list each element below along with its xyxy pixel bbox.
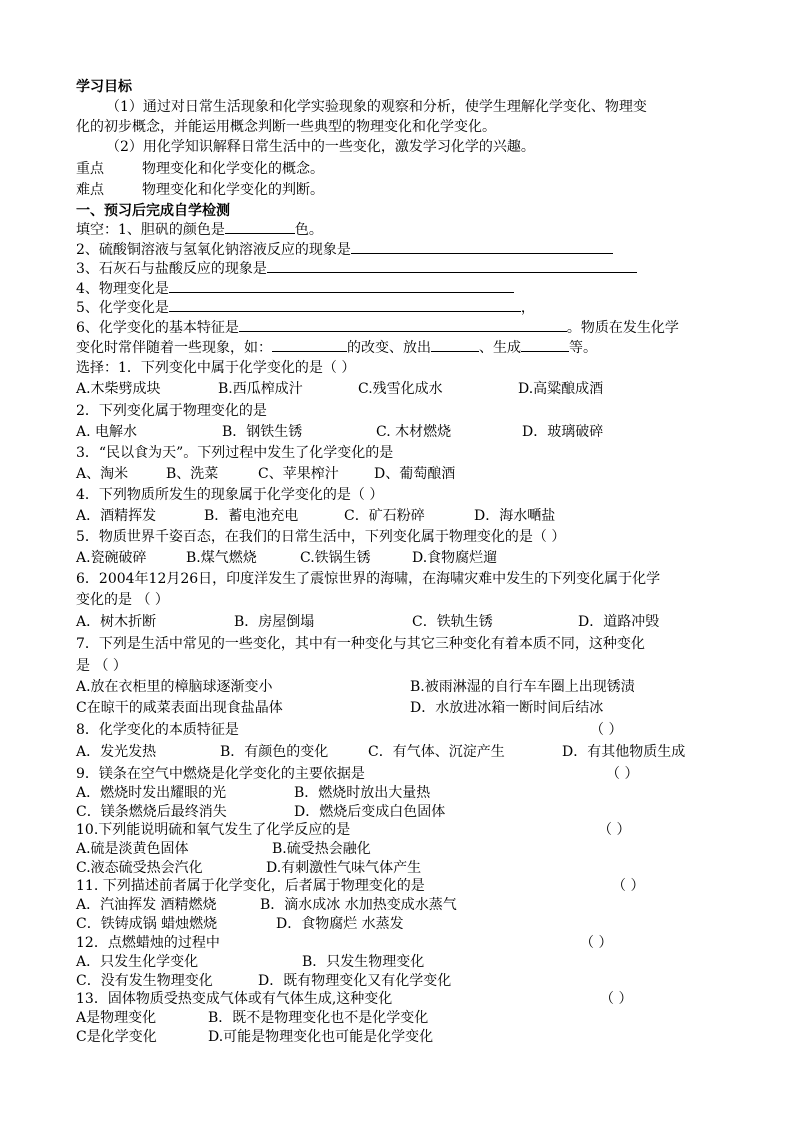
fill-blank[interactable] — [272, 338, 347, 352]
section-title: 一、预习后完成自学检测 — [76, 203, 230, 219]
option[interactable]: A. 电解水 — [76, 424, 138, 440]
option[interactable]: C在晾干的咸菜表面出现食盐晶体 — [76, 700, 283, 716]
option[interactable]: B．钢铁生锈 — [222, 424, 303, 440]
option[interactable]: D．道路冲毁 — [578, 614, 660, 630]
option[interactable]: B．蓄电池充电 — [204, 508, 299, 524]
option[interactable]: B.被雨淋湿的自行车车圈上出现锈渍 — [410, 679, 635, 695]
option[interactable]: B．既不是物理变化也不是化学变化 — [208, 1010, 429, 1026]
answer-paren[interactable]: （ ） — [598, 822, 631, 838]
option[interactable]: D.食物腐烂遛 — [412, 550, 498, 566]
option[interactable]: B．燃烧时放出大量热 — [294, 785, 431, 801]
fill-q1: 填空：1、胆矾的颜色是 色。 — [76, 222, 323, 238]
fill-q3: 3、石灰石与盐酸反应的现象是 — [76, 259, 637, 278]
option[interactable]: B.西瓜榨成汁 — [218, 381, 303, 397]
option[interactable]: D.有刺激性气味气体产生 — [266, 860, 422, 876]
goal-1-line-1: （1）通过对日常生活现象和化学实验现象的观察和分析，使学生理解化学变化、物理变 — [106, 99, 647, 115]
option[interactable]: A是物理变化 — [76, 1010, 157, 1026]
fill-blank[interactable] — [225, 220, 295, 234]
option[interactable]: B、洗菜 — [166, 466, 219, 482]
option[interactable]: C.液态硫受热会汽化 — [76, 860, 203, 876]
fill-blank[interactable] — [521, 338, 569, 352]
option[interactable]: B.硫受热会融化 — [272, 841, 371, 857]
option[interactable]: C．矿石粉碎 — [344, 508, 425, 524]
goal-1-line-2: 化的初步概念，并能运用概念判断一些典型的物理变化和化学变化。 — [76, 119, 496, 135]
option[interactable]: A．树木折断 — [76, 614, 157, 630]
option[interactable]: B.煤气燃烧 — [186, 550, 257, 566]
mc-q6-stem-2: 变化的是 （ ） — [76, 592, 169, 608]
option[interactable]: A．燃烧时发出耀眼的光 — [76, 785, 227, 801]
option[interactable]: C是化学变化 — [76, 1029, 157, 1045]
option[interactable]: A．酒精挥发 — [76, 508, 157, 524]
difficult-label: 难点 — [76, 182, 104, 198]
answer-paren[interactable]: （ ） — [612, 878, 645, 894]
option[interactable]: C. 木材燃烧 — [376, 424, 452, 440]
option[interactable]: B．只发生物理变化 — [302, 954, 425, 970]
option[interactable]: A．汽油挥发 酒精燃烧 — [76, 897, 217, 913]
option[interactable]: C.铁锅生锈 — [300, 550, 371, 566]
difficult-text: 物理变化和化学变化的判断。 — [142, 182, 324, 198]
fill-blank[interactable] — [239, 318, 567, 332]
option[interactable]: A.木柴劈成块 — [76, 381, 161, 397]
key-text: 物理变化和化学变化的概念。 — [142, 161, 324, 177]
option[interactable]: C.残雪化成水 — [358, 381, 443, 397]
option[interactable]: A.硫是淡黄色固体 — [76, 841, 189, 857]
option[interactable]: A．发光发热 — [76, 744, 157, 760]
mc-q6-stem-1: 6．2004年12月26日，印度洋发生了震惊世界的海啸，在海啸灾难中发生的下列变化属于化学 — [76, 571, 661, 587]
fill-blank[interactable] — [169, 298, 521, 312]
fill-q6-line-1: 6、化学变化的基本特征是 。物质在发生化学 — [76, 320, 679, 336]
mc-intro: 选择：1．下列变化中属于化学变化的是（ ） — [76, 360, 356, 376]
option[interactable]: C．没有发生物理变化 — [76, 973, 213, 989]
option[interactable]: A.瓷碗破碎 — [76, 550, 147, 566]
answer-paren[interactable]: （ ） — [580, 935, 613, 951]
option[interactable]: C．有气体、沉淀产生 — [368, 744, 505, 760]
mc-q3-stem: 3．“民以食为天”。下列过程中发生了化学变化的是 — [76, 445, 394, 461]
fill-blank[interactable] — [351, 240, 613, 254]
answer-paren[interactable]: （ ） — [590, 722, 623, 738]
goal-2: （2）用化学知识解释日常生活中的一些变化，激发学习化学的兴趣。 — [106, 139, 535, 155]
option[interactable]: A．只发生化学变化 — [76, 954, 199, 970]
option[interactable]: D．玻璃破碎 — [522, 424, 604, 440]
fill-blank[interactable] — [431, 338, 479, 352]
option[interactable]: D.可能是物理变化也可能是化学变化 — [208, 1029, 434, 1045]
option[interactable]: C．铁铸成锅 蜡烛燃烧 — [76, 916, 218, 932]
goals-title: 学习目标 — [76, 79, 132, 95]
option[interactable]: B．滴水成冰 水加热变成水蒸气 — [260, 897, 457, 913]
fill-q6-line-2: 变化时常伴随着一些现象，如： 的改变、放出 、生成 等。 — [76, 340, 597, 356]
mc-q2-stem: 2．下列变化属于物理变化的是 — [76, 403, 267, 419]
fill-q2: 2、硫酸铜溶液与氢氧化钠溶液反应的现象是 — [76, 240, 613, 259]
option[interactable]: D．水放进冰箱一断时间后结冰 — [410, 700, 604, 716]
difficult-point — [76, 181, 324, 199]
option[interactable]: C、苹果榨汁 — [258, 466, 339, 482]
option[interactable]: C．镁条燃烧后最终消失 — [76, 804, 227, 820]
option[interactable]: D．燃烧后变成白色固体 — [294, 804, 446, 820]
option[interactable]: A.放在衣柜里的樟脑球逐渐变小 — [76, 679, 273, 695]
fill-q5: 5、化学变化是 ， — [76, 300, 535, 316]
option[interactable]: A、淘米 — [76, 466, 129, 482]
option[interactable]: D．既有物理变化又有化学变化 — [258, 973, 452, 989]
mc-q5-stem: 5．物质世界千姿百态，在我们的日常生活中，下列变化属于物理变化的是（ ） — [76, 529, 566, 545]
option[interactable]: D.高粱酿成酒 — [518, 381, 604, 397]
mc-q7-stem-2: 是 （ ） — [76, 658, 127, 674]
option[interactable]: C．铁轨生锈 — [412, 614, 493, 630]
answer-paren[interactable]: （ ） — [606, 766, 639, 782]
key-label: 重点 — [76, 161, 104, 177]
option[interactable]: B．房屋倒塌 — [234, 614, 315, 630]
option[interactable]: D．食物腐烂 水蒸发 — [276, 916, 404, 932]
option[interactable]: D．有其他物质生成 — [562, 744, 686, 760]
fill-blank[interactable] — [169, 279, 514, 293]
option[interactable]: D、葡萄酿酒 — [374, 466, 456, 482]
fill-q4: 4、物理变化是 — [76, 279, 514, 298]
fill-blank[interactable] — [267, 259, 637, 273]
option[interactable]: D．海水嗮盐 — [474, 508, 556, 524]
option[interactable]: B．有颜色的变化 — [220, 744, 329, 760]
mc-q7-stem-1: 7．下列是生活中常见的一些变化，其中有一种变化与其它三种变化有着本质不同，这种变化 — [76, 636, 645, 652]
mc-q4-stem: 4．下列物质所发生的现象属于化学变化的是（ ） — [76, 487, 384, 503]
answer-paren[interactable]: （ ） — [600, 991, 633, 1007]
key-point — [76, 160, 324, 178]
